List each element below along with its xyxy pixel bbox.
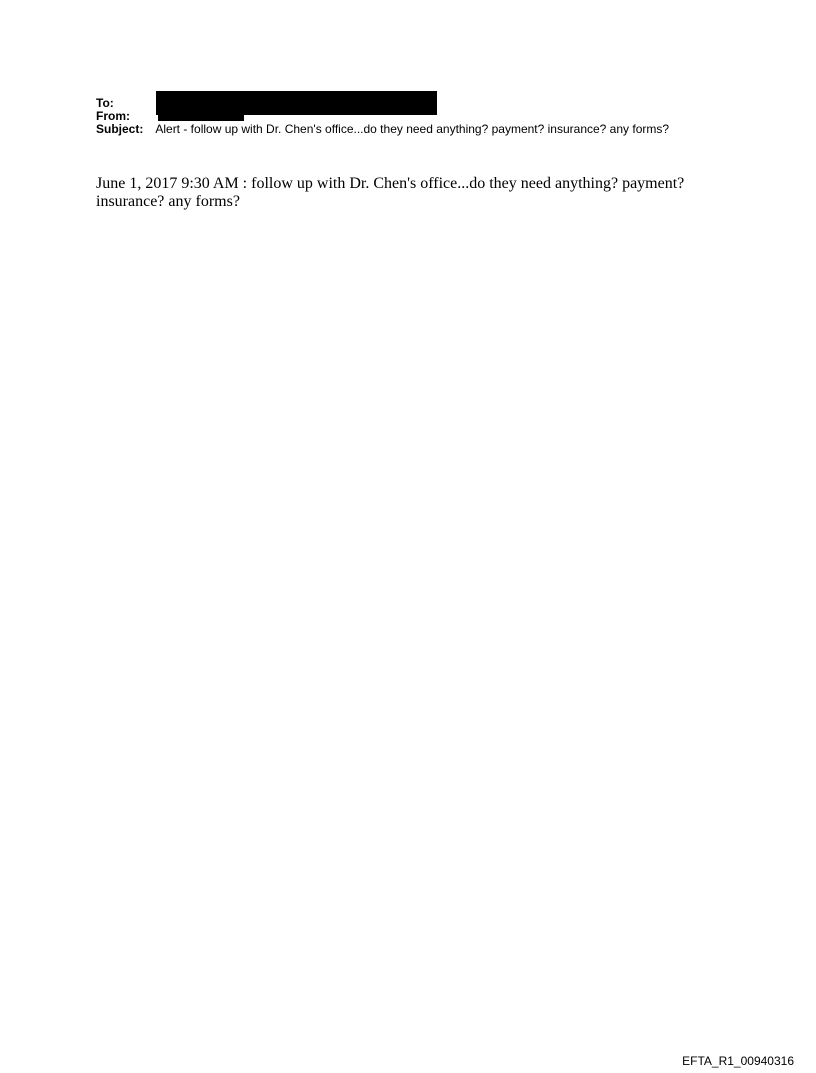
subject-text: Alert - follow up with Dr. Chen's office...do they need anything? payment? insurance? any forms? (155, 122, 670, 136)
document-id: EFTA_R1_00940316 (682, 1054, 794, 1068)
subject-row (96, 123, 716, 136)
email-body: June 1, 2017 9:30 AM : follow up with Dr. Chen's office...do they need anything? payment? insurance? any forms? (96, 175, 685, 210)
from-redaction (158, 113, 244, 121)
subject-label: Subject: (96, 122, 144, 136)
email-header (96, 97, 716, 136)
to-label: To: (96, 96, 114, 110)
from-label: From: (96, 109, 130, 123)
to-row (96, 97, 716, 110)
